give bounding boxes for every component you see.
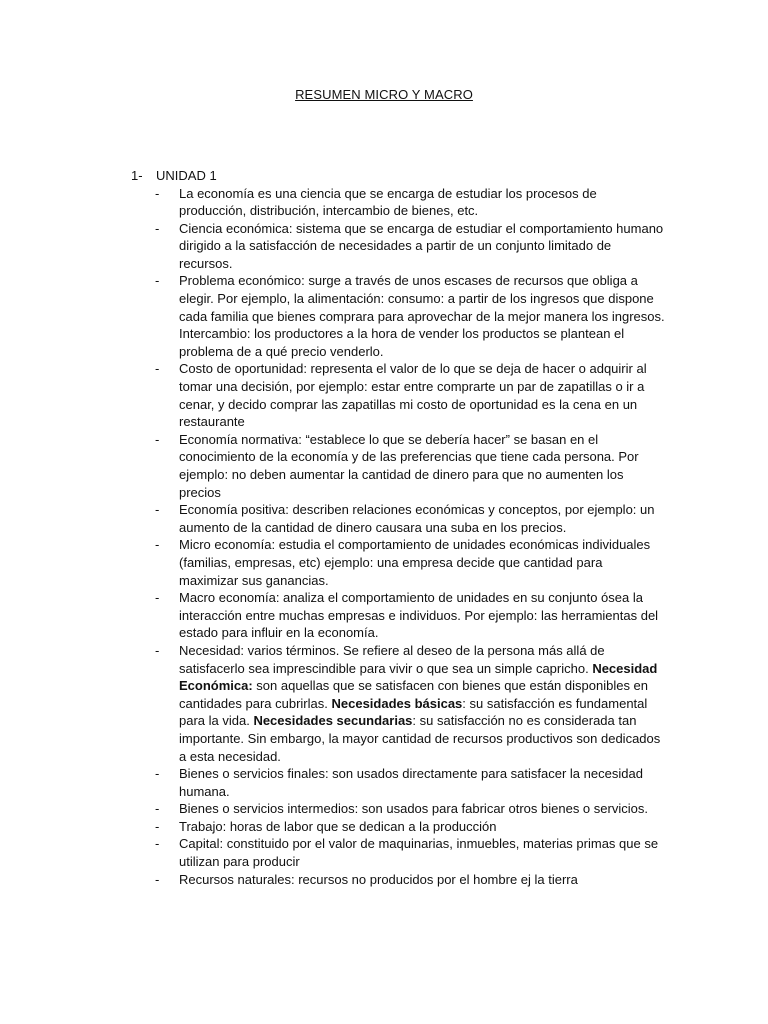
unit-label: UNIDAD 1: [156, 168, 217, 183]
list-item: [155, 589, 665, 642]
unit-number: 1-: [131, 168, 143, 183]
list-item: [155, 871, 665, 889]
list-item-text: Recursos naturales: recursos no producidos por el hombre ej la tierra: [179, 871, 578, 887]
list-item: [155, 765, 665, 800]
bullet-dash: -: [155, 818, 160, 834]
list-item: [155, 835, 665, 870]
bullet-dash: -: [155, 502, 160, 518]
bullet-dash: -: [155, 273, 160, 289]
list-item-text: Economía normativa: “establece lo que se debería hacer” se basan en el conocimiento de la economía y de las preferencias que tiene cada persona. Por ejemplo: no deben aumentar la cantidad de dinero para que no aumenten los precios: [179, 431, 639, 500]
list-item-text: La economía es una ciencia que se encarga de estudiar los procesos de producción, distribución, intercambio de bienes, etc.: [179, 185, 597, 219]
unit-heading: [131, 167, 217, 185]
list-item: [155, 185, 665, 220]
list-item: [155, 431, 665, 501]
list-item-text: Macro economía: analiza el comportamiento de unidades en su conjunto ósea la interacción entre muchas empresas e individuos. Por ejemplo: las herramientas del estado para influir en la economía.: [179, 590, 659, 641]
text-segment: son aquellas que se satisfacen con bienes que están disponibles en cantidades para cubrirlas.: [179, 678, 649, 711]
bold-term: Necesidades secundarias: [253, 713, 413, 729]
bullet-list: [155, 185, 665, 889]
bold-term: Necesidades básicas: [331, 695, 463, 711]
list-item: [155, 220, 665, 273]
list-item: [155, 642, 665, 765]
text-segment: : su satisfacción no es considerada tan importante. Sin embargo, la mayor cantidad de recursos productivos son dedicados a esta necesidad.: [179, 713, 661, 764]
list-item-text: Capital: constituido por el valor de maquinarias, inmuebles, materias primas que se utilizan para producir: [179, 836, 659, 870]
list-item: [155, 536, 665, 589]
list-item-text: Problema económico: surge a través de unos escases de recursos que obliga a elegir. Por ejemplo, la alimentación: consumo: a partir de los ingresos que dispone cada familia que bienes comprara para aprovechar de la mejor manera los ingresos. Intercambio: los productores a la hora de vender los productos se plantean el problema de a qué precio venderlo.: [179, 273, 665, 359]
list-item-text: Economía positiva: describen relaciones económicas y conceptos, por ejemplo: un aumento de la cantidad de dinero causara una suba en los precios.: [179, 502, 655, 535]
list-item-text: Trabajo: horas de labor que se dedican a la producción: [179, 818, 497, 834]
bold-term: Necesidad Económica:: [179, 660, 658, 694]
bullet-dash: -: [155, 431, 160, 447]
list-item: [155, 800, 665, 818]
list-item-text: Micro economía: estudia el comportamiento de unidades económicas individuales (familias, empresas, etc) ejemplo: una empresa decide que cantidad para maximizar sus ganancias.: [179, 537, 651, 588]
list-item-text: Costo de oportunidad: representa el valor de lo que se deja de hacer o adquirir al tomar una decisión, por ejemplo: estar entre comprarte un par de zapatillas o ir a cenar, y decido comprar las zapatillas mi costo de oportunidad es la cena en un restaurante: [179, 361, 647, 430]
bullet-dash: -: [155, 537, 160, 553]
list-item-text: Bienes o servicios intermedios: son usados para fabricar otros bienes o servicios.: [179, 801, 648, 817]
bullet-dash: -: [155, 642, 160, 658]
bullet-dash: -: [155, 836, 160, 852]
bullet-dash: -: [155, 361, 160, 377]
list-item: [155, 360, 665, 430]
list-item-text: Ciencia económica: sistema que se encarga de estudiar el comportamiento humano dirigido a la satisfacción de necesidades a partir de un conjunto limitado de recursos.: [179, 220, 664, 271]
text-segment: Necesidad: varios términos. Se refiere al deseo de la persona más allá de satisfacerlo sea imprescindible para vivir o que sea un simple capricho.: [179, 642, 605, 676]
list-item: [155, 818, 665, 836]
list-item-text: [179, 643, 660, 764]
list-item: [155, 501, 665, 536]
bullet-dash: -: [155, 766, 160, 782]
bullet-dash: -: [155, 801, 160, 817]
list-item-text: Bienes o servicios finales: son usados directamente para satisfacer la necesidad humana.: [179, 766, 643, 799]
list-item: [155, 272, 665, 360]
document-title: RESUMEN MICRO Y MACRO: [295, 87, 473, 102]
bullet-dash: -: [155, 871, 160, 887]
bullet-dash: -: [155, 220, 160, 236]
text-segment: : su satisfacción es fundamental para la vida.: [179, 695, 648, 729]
bullet-dash: -: [155, 590, 160, 606]
bullet-dash: -: [155, 185, 160, 201]
